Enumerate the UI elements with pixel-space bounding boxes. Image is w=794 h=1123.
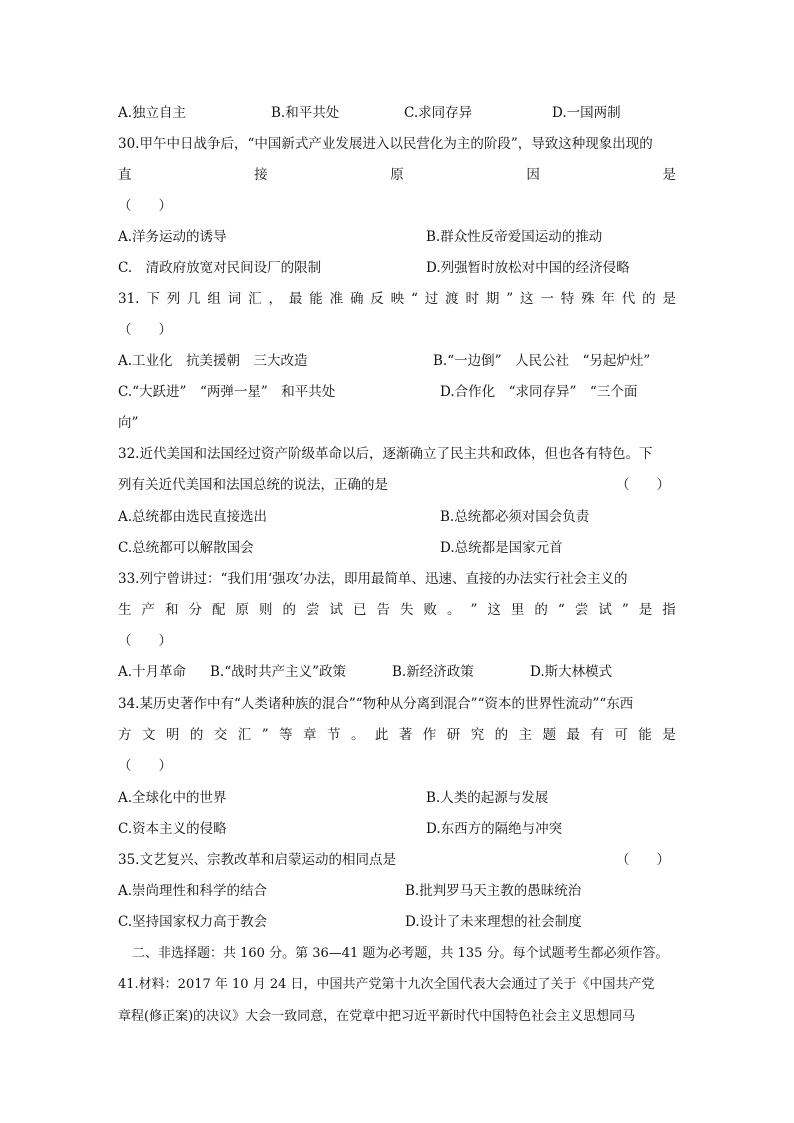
q32-option-c: C.总统都可以解散国会 bbox=[118, 540, 254, 556]
q32-option-b: B.总统都必须对国会负责 bbox=[440, 509, 590, 525]
q30-blank: （ ） bbox=[118, 198, 172, 214]
q30-stem-line2 bbox=[118, 165, 676, 185]
q29-option-a: A.独立自主 bbox=[118, 105, 187, 121]
q31-char: 期 bbox=[485, 291, 500, 307]
q35-option-d: D.设计了未来理想的社会制度 bbox=[405, 914, 582, 930]
q41-line1: 41.材料：2017 年 10 月 24 日，中国共产党第十九次全国代表大会通过了关于《中国共产党 bbox=[118, 977, 655, 992]
q31-char: 几 bbox=[187, 291, 201, 307]
q33-stem-line1: 33.列宁曾讲过：“我们用‘强攻’办法，即用最简单、迅速、直接的办法实行社会主义的 bbox=[118, 571, 628, 587]
q31-blank: （ ） bbox=[118, 322, 172, 338]
q31-char: 年 bbox=[601, 291, 615, 307]
q34-char: 是 bbox=[662, 727, 676, 743]
q33-char: 原 bbox=[235, 602, 249, 618]
q34-option-d: D.东西方的隔绝与冲突 bbox=[426, 821, 563, 837]
q31-char: “ bbox=[411, 291, 418, 307]
q31-char: 汇 bbox=[248, 291, 262, 307]
q31-char: 映 bbox=[390, 291, 405, 307]
q31-option-b: B.“一边倒” 人民公社 “另起炉灶” bbox=[433, 353, 651, 369]
q34-char: 著 bbox=[398, 727, 413, 743]
q31-char: 特 bbox=[560, 291, 575, 307]
q32-stem-line2 bbox=[118, 475, 676, 495]
q31-char: 代 bbox=[621, 291, 636, 307]
q33-option-d: D.斯大林模式 bbox=[530, 664, 613, 680]
q34-char: 明 bbox=[165, 727, 180, 743]
q31-char: 下 bbox=[146, 291, 160, 307]
q32-blank: （ ） bbox=[616, 477, 670, 493]
q34-blank: （ ） bbox=[118, 758, 172, 774]
q33-char: ” bbox=[470, 602, 478, 618]
q33-char: 的 bbox=[282, 602, 296, 618]
q34-stem-line1: 34.某历史著作中有“人类诸种族的混合”“物种从分离到混合”“资本的世界性流动”“东西 bbox=[118, 696, 634, 712]
section2-heading: 二、非选择题：共 160 分。第 36—41 题为必考题，共 135 分。每个试题考生都必须作答。 bbox=[132, 946, 669, 961]
q33-char: 告 bbox=[376, 602, 390, 618]
q30-char: 是 bbox=[662, 167, 676, 183]
q31-option-d: D.合作化 “求同存异” “三个面 bbox=[440, 384, 638, 400]
q31-char: 的 bbox=[642, 291, 656, 307]
q30-char: 接 bbox=[254, 167, 268, 183]
q33-char: 败 bbox=[423, 602, 437, 618]
q29-option-b: B.和平共处 bbox=[271, 105, 340, 121]
q31-char: 渡 bbox=[445, 291, 459, 307]
q33-option-a: A.十月革命 bbox=[118, 664, 187, 680]
q33-char: “ bbox=[557, 602, 565, 618]
q32-stem-line1: 32.近代美国和法国经过资产阶级革命以后，逐渐确立了民主共和政体，但也各有特色。下 bbox=[118, 446, 653, 462]
q35-stem bbox=[118, 850, 676, 870]
q35-stem-text: 35.文艺复兴、宗教改革和启蒙运动的相同点是 bbox=[118, 852, 396, 868]
q31-char: 31. bbox=[118, 291, 140, 307]
q33-char: 分 bbox=[188, 602, 202, 618]
q31-char: ， bbox=[268, 291, 282, 307]
q34-option-a: A.全球化中的世界 bbox=[118, 790, 227, 806]
q34-char: 题 bbox=[542, 727, 557, 743]
q33-stem-line2 bbox=[118, 600, 676, 620]
q30-option-d: D.列强暂时放松对中国的经济侵略 bbox=[426, 260, 630, 276]
q33-char: 失 bbox=[400, 602, 414, 618]
q31-char: 列 bbox=[166, 291, 181, 307]
q34-char: 有 bbox=[590, 727, 604, 743]
q31-char: 过 bbox=[424, 291, 439, 307]
q32-option-a: A.总统都由选民直接选出 bbox=[118, 509, 268, 525]
q30-stem-line1: 30.甲午中日战争后，“中国新式产业发展进入以民营化为主的阶段”，导致这种现象出现的 bbox=[118, 136, 653, 152]
q33-char: 已 bbox=[353, 602, 367, 618]
q31-char: 最 bbox=[288, 291, 303, 307]
q33-char: 产 bbox=[141, 602, 155, 618]
q29-option-c: C.求同存异 bbox=[404, 105, 473, 121]
q33-char: 试 bbox=[329, 602, 343, 618]
q31-option-a: A.工业化 抗美援朝 三大改造 bbox=[118, 353, 308, 369]
q34-char: 作 bbox=[422, 727, 437, 743]
q29-option-d: D.一国两制 bbox=[552, 105, 621, 121]
q33-char: 试 bbox=[598, 602, 612, 618]
q33-char: ” bbox=[621, 602, 629, 618]
q35-blank: （ ） bbox=[616, 852, 670, 868]
q33-char: 尝 bbox=[306, 602, 320, 618]
q33-blank: （ ） bbox=[118, 633, 172, 649]
q33-option-b: B.“战时共产主义”政策 bbox=[210, 664, 347, 680]
q33-char: 的 bbox=[534, 602, 548, 618]
q31-stem bbox=[118, 289, 676, 309]
q34-char: 等 bbox=[279, 727, 293, 743]
q34-char: 能 bbox=[638, 727, 652, 743]
q33-char: 。 bbox=[447, 602, 461, 618]
q32-option-d: D.总统都是国家元首 bbox=[440, 540, 563, 556]
q33-char: 尝 bbox=[574, 602, 589, 618]
q33-char: 生 bbox=[118, 602, 132, 618]
q34-char: 章 bbox=[303, 727, 317, 743]
q30-char: 直 bbox=[118, 167, 132, 183]
q31-char: 能 bbox=[309, 291, 323, 307]
q33-char: 里 bbox=[510, 602, 525, 618]
q31-char: 反 bbox=[370, 291, 384, 307]
q31-char: 殊 bbox=[581, 291, 595, 307]
q34-stem-line2 bbox=[118, 725, 676, 745]
q34-char: 汇 bbox=[237, 727, 252, 743]
q34-char: 。 bbox=[350, 727, 365, 743]
q31-char: 这 bbox=[519, 291, 534, 307]
q30-option-a: A.洋务运动的诱导 bbox=[118, 229, 227, 245]
q34-char: 究 bbox=[470, 727, 485, 743]
q31-char: 时 bbox=[465, 291, 479, 307]
q33-char: 和 bbox=[165, 602, 179, 618]
q34-char: 的 bbox=[494, 727, 509, 743]
q31-char: 组 bbox=[207, 291, 221, 307]
q34-char: 节 bbox=[326, 727, 341, 743]
q33-char: 则 bbox=[259, 602, 273, 618]
q35-option-c: C.坚持国家权力高于教会 bbox=[118, 914, 268, 930]
q32-stem-text: 列有关近代美国和法国总统的说法，正确的是 bbox=[118, 477, 388, 493]
q33-char: 是 bbox=[638, 602, 653, 618]
q33-char: 指 bbox=[662, 602, 676, 618]
q35-option-b: B.批判罗马天主教的愚昧统治 bbox=[405, 883, 582, 899]
q31-char: 准 bbox=[329, 291, 344, 307]
q34-option-c: C.资本主义的侵略 bbox=[118, 821, 227, 837]
q31-char: 词 bbox=[227, 291, 242, 307]
q31-option-c: C.“大跃进” “两弹一星” 和平共处 bbox=[118, 384, 336, 400]
q31-char: 确 bbox=[349, 291, 364, 307]
q30-option-c: C. 清政府放宽对民间设厂的限制 bbox=[118, 260, 322, 276]
q31-option-d-cont: 向” bbox=[118, 415, 139, 431]
q33-char: 这 bbox=[487, 602, 501, 618]
q33-option-c: B.新经济政策 bbox=[392, 664, 474, 680]
q31-char: 是 bbox=[662, 291, 676, 307]
q34-option-b: B.人类的起源与发展 bbox=[426, 790, 549, 806]
q30-char: 因 bbox=[526, 167, 540, 183]
q34-char: 的 bbox=[189, 727, 204, 743]
q34-char: 研 bbox=[446, 727, 461, 743]
q34-char: 可 bbox=[614, 727, 628, 743]
q34-char: 此 bbox=[374, 727, 389, 743]
q34-char: 交 bbox=[213, 727, 228, 743]
q31-char: 一 bbox=[540, 291, 554, 307]
q41-line2: 章程(修正案)的决议》大会一致同意，在党章中把习近平新时代中国特色社会主义思想同马 bbox=[118, 1009, 636, 1024]
q33-char: 配 bbox=[212, 602, 226, 618]
q34-char: 主 bbox=[518, 727, 533, 743]
q35-option-a: A.崇尚理性和科学的结合 bbox=[118, 883, 268, 899]
q34-char: 最 bbox=[566, 727, 581, 743]
q30-char: 原 bbox=[390, 167, 404, 183]
q34-char: 方 bbox=[118, 727, 132, 743]
q31-char: ” bbox=[506, 291, 514, 307]
q30-option-b: B.群众性反帝爱国运动的推动 bbox=[426, 229, 603, 245]
q34-char: ” bbox=[261, 727, 269, 743]
q34-char: 文 bbox=[141, 727, 156, 743]
